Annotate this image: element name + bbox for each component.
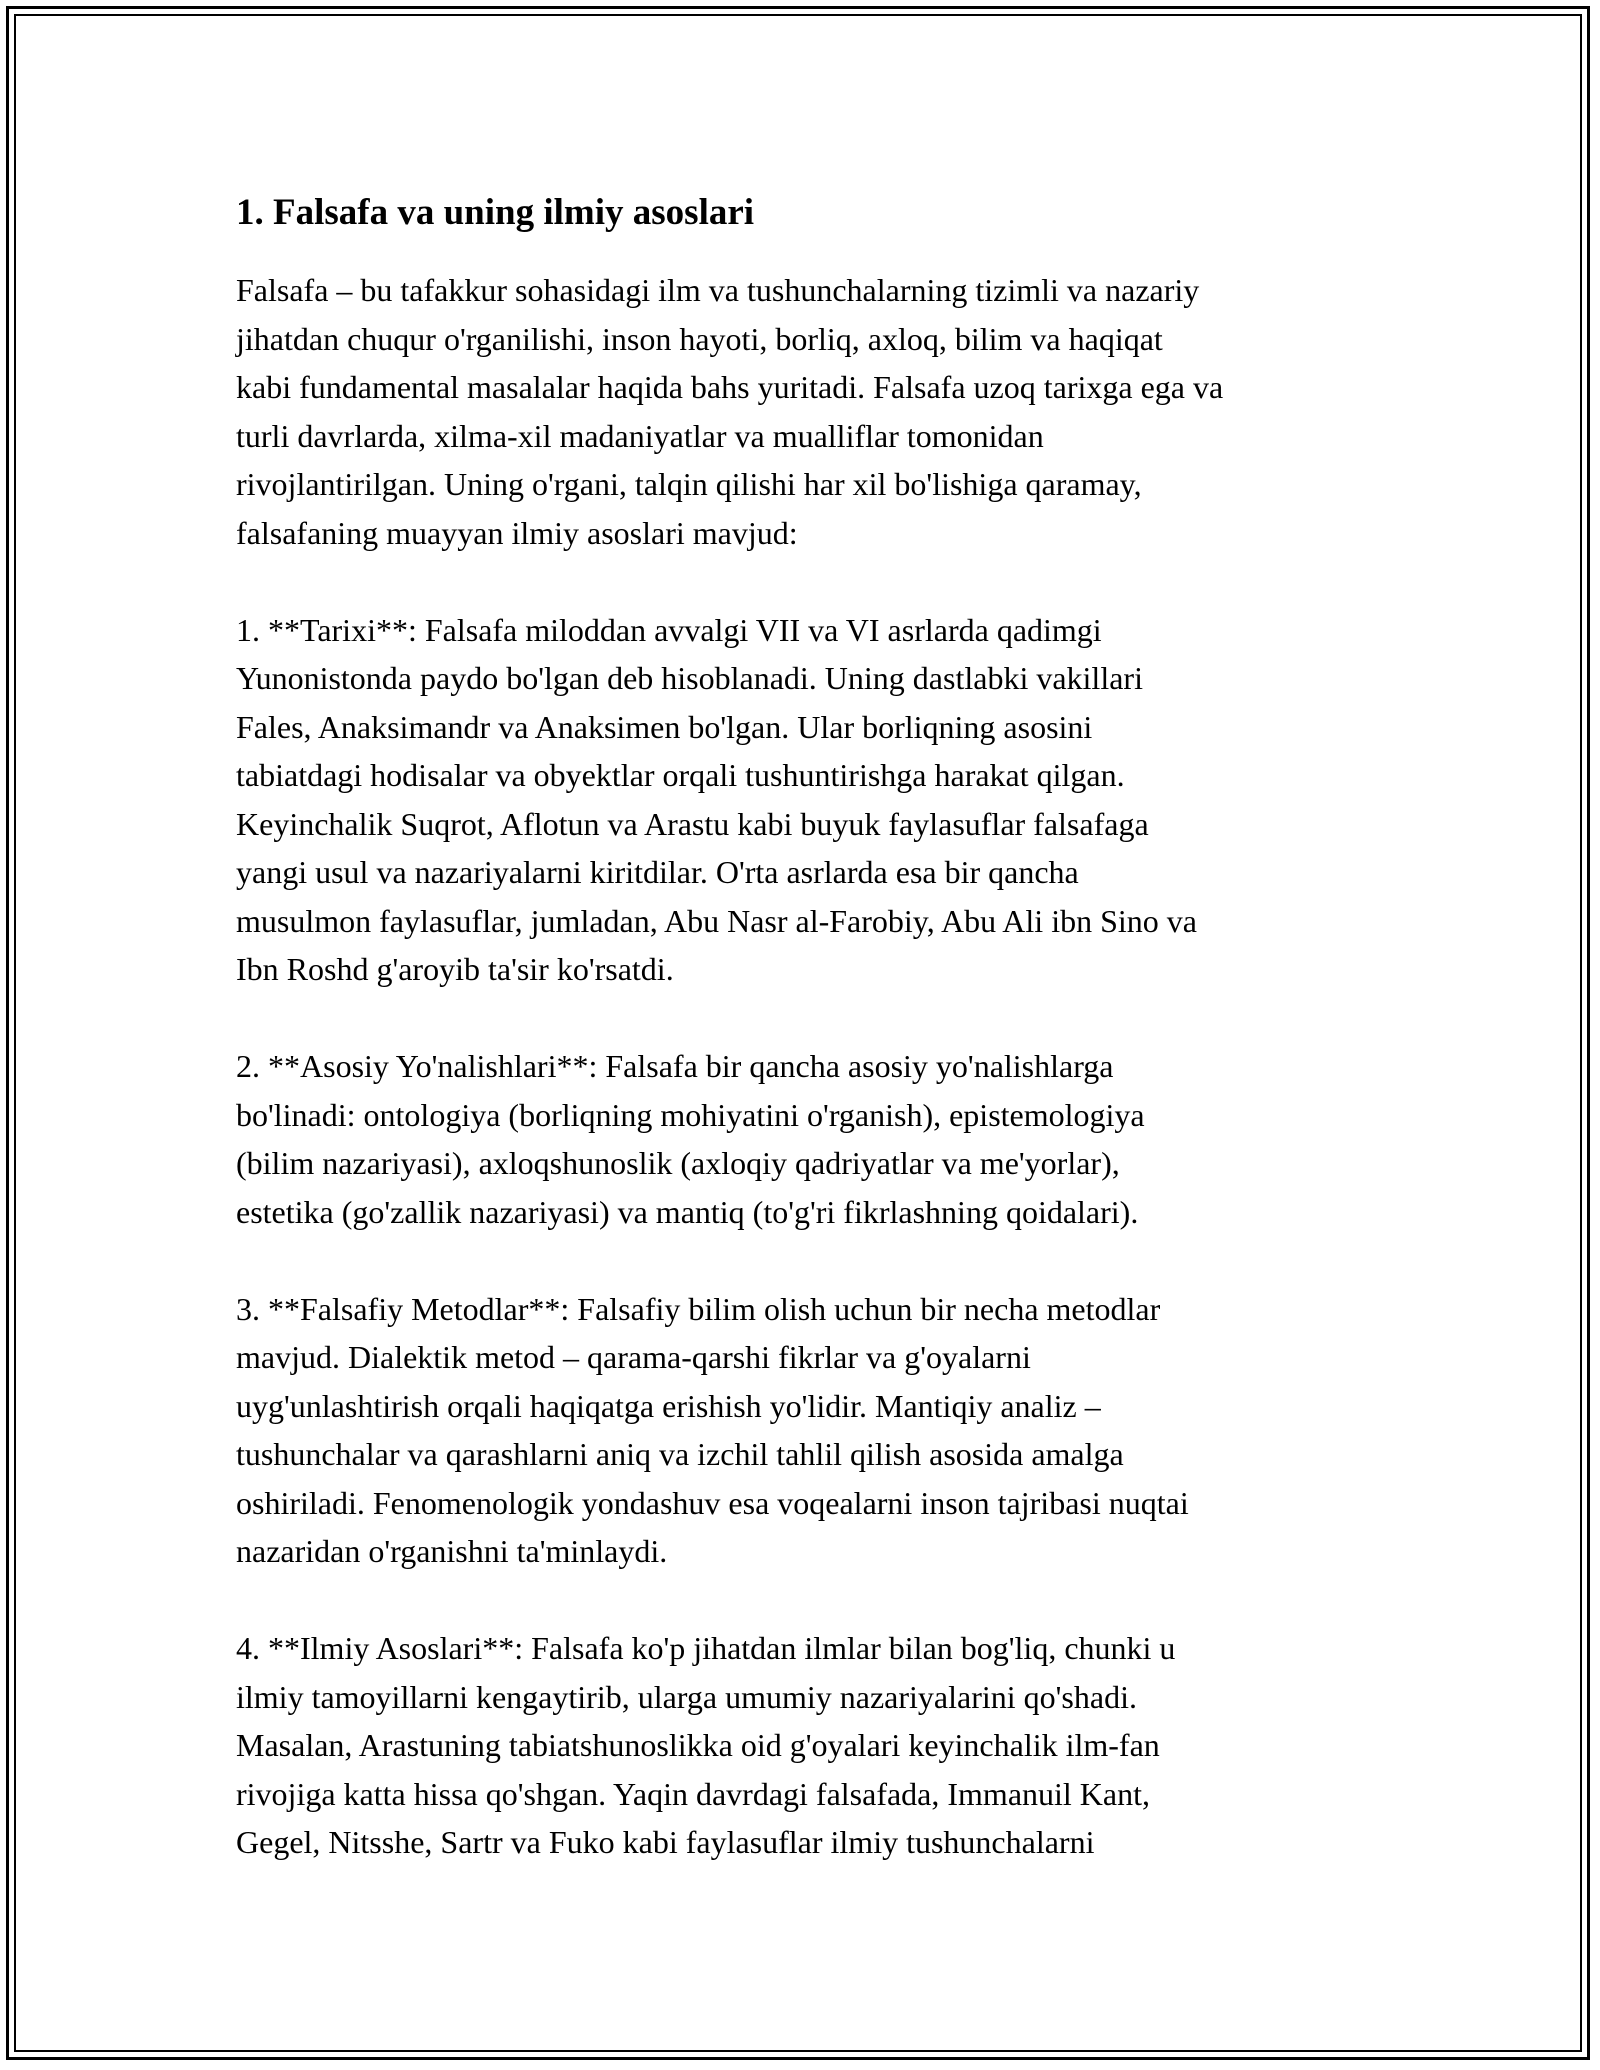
- text-line: nazaridan o'rganishni ta'minlaydi.: [236, 1533, 668, 1569]
- text-line: estetika (go'zallik nazariyasi) va mantiq (to'g'ri fikrlashning qoidalari).: [236, 1193, 1139, 1230]
- text-line: jihatdan chuqur o'rganilishi, inson hayoti, borliq, axloq, bilim va haqiqat: [236, 320, 1163, 357]
- paragraph: [236, 1285, 1386, 1576]
- text-line: Gegel, Nitsshe, Sartr va Fuko kabi faylasuflar ilmiy tushunchalarni: [236, 1824, 1095, 1860]
- text-line: 1. **Tarixi**: Falsafa miloddan avvalgi VII va VI asrlarda qadimgi: [236, 611, 1102, 648]
- text-line: ilmiy tamoyillarni kengaytirib, ularga umumiy nazariyalarini qo'shadi.: [236, 1678, 1137, 1715]
- text-line: tabiatdagi hodisalar va obyektlar orqali tushuntirishga harakat qilgan.: [236, 757, 1125, 793]
- paragraph: [236, 1624, 1386, 1867]
- text-line: 3. **Falsafiy Metodlar**: Falsafiy bilim olish uchun bir necha metodlar: [236, 1290, 1161, 1327]
- text-line: uyg'unlashtirish orqali haqiqatga erishish yo'lidir. Mantiqiy analiz –: [236, 1387, 1101, 1424]
- paragraph: [236, 266, 1386, 557]
- text-line: oshiriladi. Fenomenologik yondashuv esa voqealarni inson tajribasi nuqtai: [236, 1484, 1189, 1521]
- text-line: mavjud. Dialektik metod – qarama-qarshi fikrlar va g'oyalarni: [236, 1339, 1031, 1375]
- text-line: Falsafa – bu tafakkur sohasidagi ilm va tushunchalarning tizimli va nazariy: [236, 272, 1200, 308]
- text-line: 4. **Ilmiy Asoslari**: Falsafa ko'p jihatdan ilmlar bilan bog'liq, chunki u: [236, 1630, 1176, 1666]
- text-line: kabi fundamental masalalar haqida bahs yuritadi. Falsafa uzoq tarixga ega va: [236, 369, 1224, 405]
- text-line: turli davrlarda, xilma-xil madaniyatlar va mualliflar tomonidan: [236, 417, 1044, 454]
- text-line: Fales, Anaksimandr va Anaksimen bo'lgan. Ular borliqning asosini: [236, 708, 1093, 745]
- text-line: rivojlantirilgan. Uning o'rgani, talqin qilishi har xil bo'lishiga qaramay,: [236, 466, 1142, 502]
- text-line: yangi usul va nazariyalarni kiritdilar. O'rta asrlarda esa bir qancha: [236, 854, 1079, 890]
- text-line: Masalan, Arastuning tabiatshunoslikka oid g'oyalari keyinchalik ilm-fan: [236, 1727, 1160, 1763]
- paragraph: [236, 1042, 1386, 1236]
- text-line: tushunchalar va qarashlarni aniq va izchil tahlil qilish asosida amalga: [236, 1436, 1124, 1472]
- paragraph-list: [236, 266, 1386, 1867]
- document-body: [236, 188, 1386, 1915]
- text-line: 2. **Asosiy Yo'nalishlari**: Falsafa bir qancha asosiy yo'nalishlarga: [236, 1048, 1114, 1084]
- text-line: Yunonistonda paydo bo'lgan deb hisoblanadi. Uning dastlabki vakillari: [236, 660, 1143, 696]
- text-line: (bilim nazariyasi), axloqshunoslik (axloqiy qadriyatlar va me'yorlar),: [236, 1145, 1120, 1181]
- text-line: bo'linadi: ontologiya (borliqning mohiyatini o'rganish), epistemologiya: [236, 1096, 1145, 1133]
- text-line: musulmon faylasuflar, jumladan, Abu Nasr al-Farobiy, Abu Ali ibn Sino va: [236, 902, 1197, 939]
- text-line: rivojiga katta hissa qo'shgan. Yaqin davrdagi falsafada, Immanuil Kant,: [236, 1775, 1150, 1812]
- paragraph: [236, 606, 1386, 994]
- document-title: 1. Falsafa va uning ilmiy asoslari: [236, 192, 755, 233]
- text-line: Keyinchalik Suqrot, Aflotun va Arastu kabi buyuk faylasuflar falsafaga: [236, 805, 1149, 842]
- text-line: falsafaning muayyan ilmiy asoslari mavjud:: [236, 514, 798, 551]
- text-line: Ibn Roshd g'aroyib ta'sir ko'rsatdi.: [236, 951, 674, 987]
